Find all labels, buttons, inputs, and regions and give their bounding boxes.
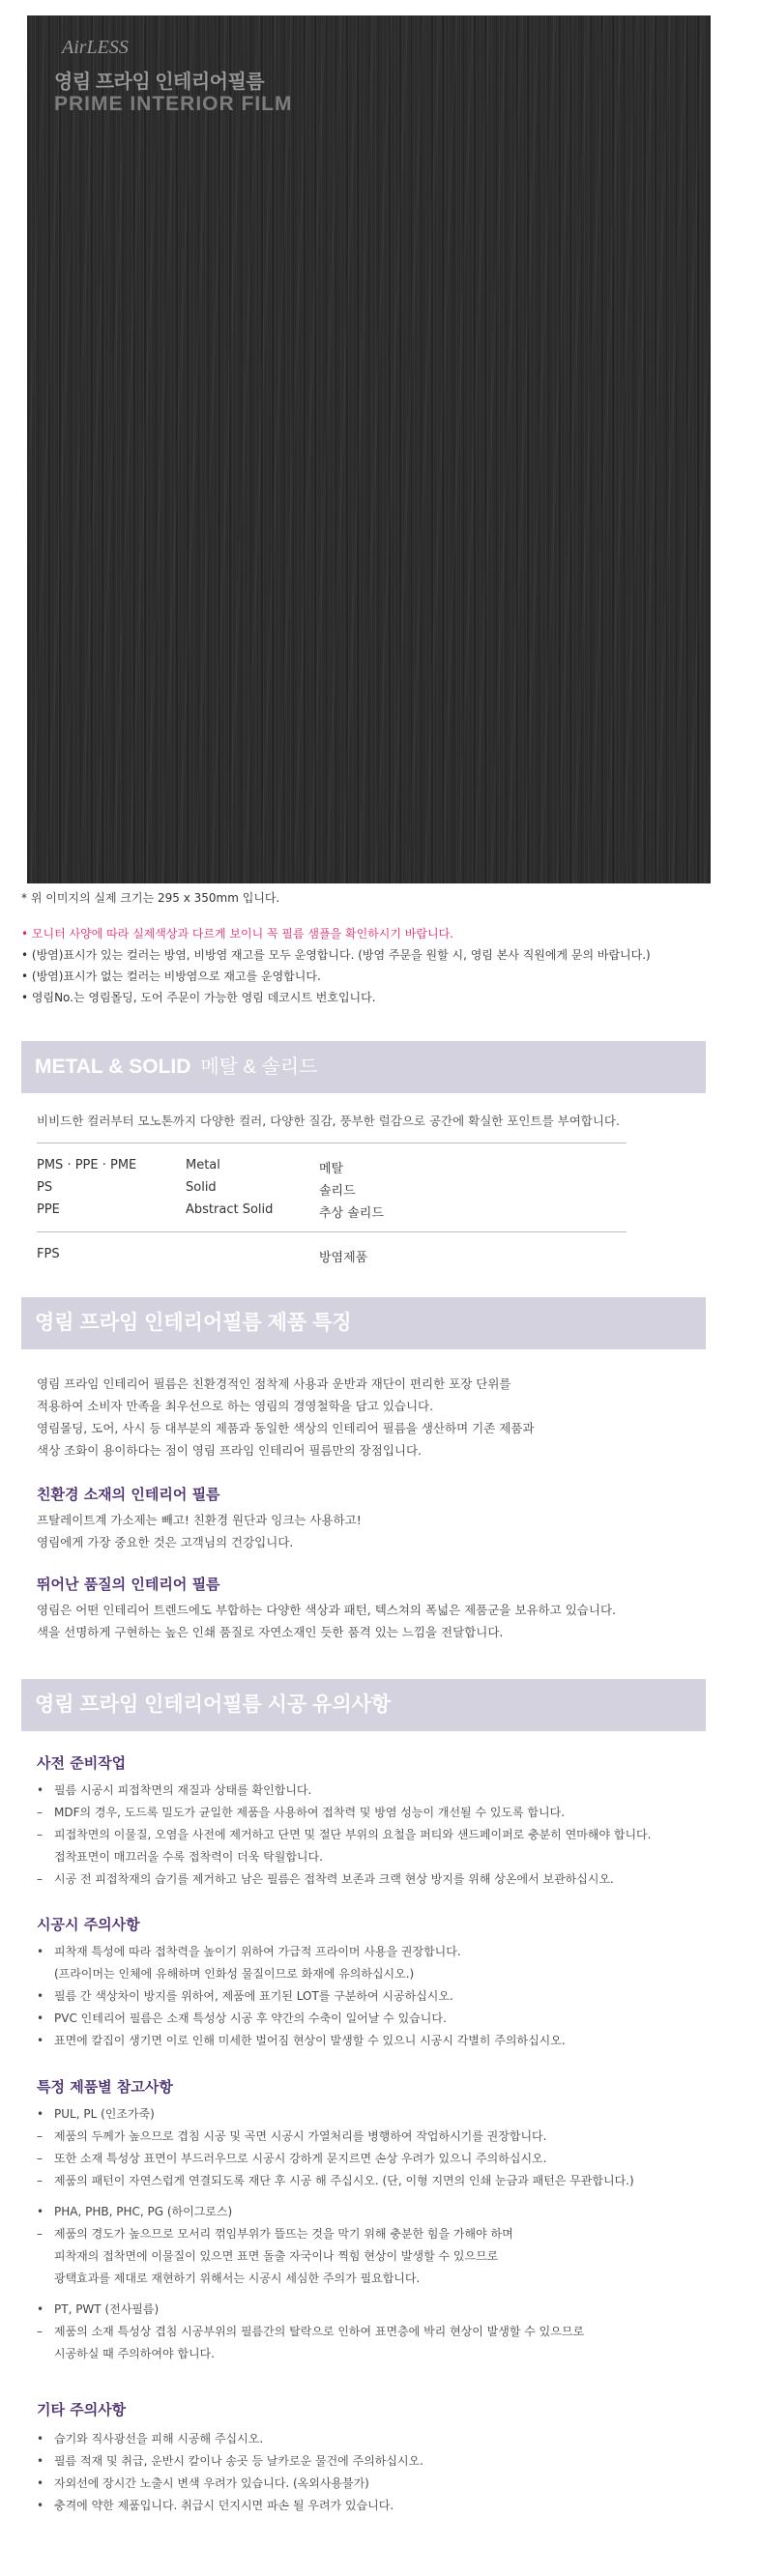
product-korean-name: 추상 솔리드: [319, 1206, 384, 1221]
special-title: 특정 제품별 참고사항: [37, 2078, 173, 2096]
special-line: • PT, PWT (전사필름): [37, 2302, 160, 2316]
bullet-mark: –: [37, 2325, 43, 2338]
other-line: • 자외선에 장시간 노출시 변색 우려가 있습니다. (옥외사용불가): [37, 2476, 369, 2490]
features-header: [21, 1297, 706, 1349]
quality-title: 뛰어난 품질의 인테리어 필름: [37, 1576, 220, 1593]
product-code: PMS · PPE · PME: [37, 1158, 137, 1172]
other-line: • 충격에 약한 제품입니다. 취급시 던지시면 파손 될 우려가 있습니다.: [37, 2499, 394, 2512]
bullet-mark: •: [37, 2454, 44, 2468]
install-title: 영림 프라임 인테리어필름 시공 유의사항: [35, 1693, 392, 1716]
bullet-mark: –: [37, 1872, 43, 1886]
bullet-mark: –: [37, 1828, 43, 1841]
bullet-mark: –: [37, 2227, 43, 2241]
other-line: • 습기와 직사광선을 피해 시공해 주십시오.: [37, 2432, 264, 2446]
special-line: • PHA, PHB, PHC, PG (하이그로스): [37, 2205, 233, 2218]
bullet-mark: •: [37, 1989, 44, 2003]
metal-solid-subtitle: 메탈 & 솔리드: [200, 1056, 318, 1078]
eco-line: 영림에게 가장 중요한 것은 고객님의 건강입니다.: [37, 1535, 294, 1549]
eco-line: 프탈레이트계 가소제는 빼고! 친환경 원단과 잉크는 사용하고!: [37, 1513, 362, 1527]
bullet-mark: •: [37, 2302, 44, 2316]
special-line: – 제품의 경도가 높으므로 모서리 꺾임부위가 뜰뜨는 것을 막기 위해 충분한 힘을 가해야 하며: [37, 2227, 513, 2241]
install-header: [21, 1679, 706, 1731]
eco-title: 친환경 소재의 인테리어 필름: [37, 1486, 220, 1503]
special-line: 피착재의 접착면에 이물질이 있으면 표면 돌출 자국이나 찍힘 현상이 발생할 수 있으므로: [54, 2249, 499, 2263]
notice-fireproof: • (방염)표시가 있는 컬러는 방염, 비방염 재고를 모두 운영합니다. (방염 주문을 원할 시, 영림 본사 직원에게 문의 바랍니다.): [21, 948, 651, 962]
quality-line: 영림은 어떤 인테리어 트렌드에도 부합하는 다양한 색상과 패턴, 텍스쳐의 폭넓은 제품군을 보유하고 있습니다.: [37, 1603, 617, 1617]
special-line: – 제품의 소재 특성상 겹침 시공부위의 필름간의 탈락으로 인하여 표면층에 박리 현상이 발생할 수 있으므로: [37, 2325, 585, 2338]
film-sample-image: [27, 15, 711, 883]
caution-line: • PVC 인테리어 필름은 소재 특성상 시공 후 약간의 수축이 일어날 수 있습니다.: [37, 2012, 447, 2025]
product-english-name: Abstract Solid: [186, 1202, 274, 1217]
special-line: • PUL, PL (인조가죽): [37, 2107, 155, 2121]
divider: [37, 1231, 627, 1232]
product-english-name: Solid: [186, 1180, 217, 1195]
size-note: * 위 이미지의 실제 크기는 295 x 350mm 입니다.: [21, 891, 280, 905]
other-title: 기타 주의사항: [37, 2401, 127, 2418]
brand-name: 영림 프라임 인테리어필름: [54, 72, 265, 93]
features-intro-line: 영림몰딩, 도어, 사시 등 대부분의 제품과 동일한 색상의 인테리어 필름을 생산하며 기존 제품과: [37, 1421, 535, 1435]
caution-line: • 필름 간 색상차이 방지를 위하여, 제품에 표기된 LOT를 구분하여 시공하십시오.: [37, 1989, 453, 2003]
bullet-mark: –: [37, 2129, 43, 2143]
brand-subtitle: PRIME INTERIOR FILM: [54, 93, 293, 115]
metal-solid-header: [21, 1041, 706, 1093]
prep-title: 사전 준비작업: [37, 1754, 127, 1772]
prep-line: – 시공 전 피접착재의 습기를 제거하고 남은 필름은 접착력 보존과 크랙 현상 방지를 위해 상온에서 보관하십시오.: [37, 1872, 614, 1886]
special-line: – 제품의 패턴이 자연스럽게 연결되도록 재단 후 시공 해 주십시오. (단, 이형 지면의 인쇄 눈금과 패턴은 무관합니다.): [37, 2174, 634, 2187]
fireproof-label: 방염제품: [319, 1251, 368, 1265]
bullet-mark: •: [37, 2432, 44, 2446]
caution-line: • 표면에 칼집이 생기면 이로 인해 미세한 벌어짐 현상이 발생할 수 있으니 시공시 각별히 주의하십시오.: [37, 2034, 566, 2047]
caution-line: (프라이머는 인체에 유해하며 인화성 물질이므로 화재에 유의하십시오.): [54, 1967, 415, 1981]
special-line: – 제품의 두께가 높으므로 겹침 시공 및 곡면 시공시 가열처리를 병행하여 작업하시기를 권장합니다.: [37, 2129, 547, 2143]
bullet-mark: –: [37, 1806, 43, 1819]
caution-title: 시공시 주의사항: [37, 1916, 140, 1933]
notice-nonfireproof: • (방염)표시가 없는 컬러는 비방염으로 재고를 운영합니다.: [21, 970, 321, 983]
special-line: 시공하실 때 주의하여야 합니다.: [54, 2347, 215, 2360]
bullet-mark: •: [37, 2034, 44, 2047]
bullet-mark: •: [37, 1783, 44, 1797]
bullet-mark: •: [37, 1945, 44, 1958]
prep-line: 접착표면이 매끄러울 수록 접착력이 더욱 탁월합니다.: [54, 1850, 323, 1864]
special-line: 광택효과를 제대로 재현하기 위해서는 시공시 세심한 주의가 필요합니다.: [54, 2272, 421, 2285]
bullet-mark: –: [37, 2174, 43, 2187]
bullet-mark: –: [37, 2152, 43, 2165]
features-intro-line: 영림 프라임 인테리어 필름은 친환경적인 점착제 사용과 운반과 재단이 편리한 포장 단위를: [37, 1376, 511, 1391]
notice-number: • 영림No.는 영림몰딩, 도어 주문이 가능한 영림 데코시트 번호입니다.: [21, 991, 376, 1004]
product-code: PS: [37, 1180, 53, 1195]
bullet-mark: •: [37, 2205, 44, 2218]
other-line: • 필름 적재 및 취급, 운반시 칼이나 송곳 등 날카로운 물건에 주의하십시오.: [37, 2454, 423, 2468]
product-korean-name: 메탈: [319, 1162, 344, 1176]
prep-line: • 필름 시공시 피접착면의 재질과 상태를 확인합니다.: [37, 1783, 312, 1797]
bullet-mark: •: [37, 2012, 44, 2025]
prep-line: – 피접착면의 이물질, 오염을 사전에 제거하고 단면 및 절단 부위의 요철을 퍼티와 샌드페이퍼로 충분히 연마해야 합니다.: [37, 1828, 652, 1841]
quality-line: 색을 선명하게 구현하는 높은 인쇄 품질로 자연소재인 듯한 품격 있는 느낌을 전달합니다.: [37, 1625, 504, 1639]
metal-solid-title: METAL & SOLID: [35, 1056, 191, 1078]
product-english-name: Metal: [186, 1158, 220, 1172]
special-line: – 또한 소재 특성상 표면이 부드러우므로 시공시 강하게 문지르면 손상 우려가 있으니 주의하십시오.: [37, 2152, 547, 2165]
features-intro-line: 적용하여 소비자 만족을 최우선으로 하는 영림의 경영철학을 담고 있습니다.: [37, 1399, 434, 1413]
bullet-mark: •: [37, 2107, 44, 2121]
metal-solid-description: 비비드한 컬러부터 모노톤까지 다양한 컬러, 다양한 질감, 풍부한 럴감으로 공간에 확실한 포인트를 부여합니다.: [37, 1114, 620, 1128]
fireproof-code: FPS: [37, 1247, 60, 1261]
product-korean-name: 솔리드: [319, 1184, 356, 1199]
caution-line: • 피착재 특성에 따라 접착력을 높이기 위하여 가급적 프라이머 사용을 권장합니다.: [37, 1945, 461, 1958]
bullet-mark: •: [37, 2476, 44, 2490]
product-code: PPE: [37, 1202, 60, 1217]
notice-monitor: • 모니터 사양에 따라 실제색상과 다르게 보이니 꼭 필름 샘플을 확인하시기 바랍니다.: [21, 927, 453, 941]
bullet-mark: •: [37, 2499, 44, 2512]
prep-line: – MDF의 경우, 도드록 밀도가 균일한 제품을 사용하여 접착력 및 방염 성능이 개선될 수 있도록 합니다.: [37, 1806, 566, 1819]
features-title: 영림 프라임 인테리어필름 제품 특징: [35, 1312, 352, 1334]
brand-logo-mark: AirLESS: [62, 37, 129, 58]
features-intro-line: 색상 조화이 용이하다는 점이 영림 프라임 인테리어 필름만의 장점입니다.: [37, 1443, 423, 1458]
